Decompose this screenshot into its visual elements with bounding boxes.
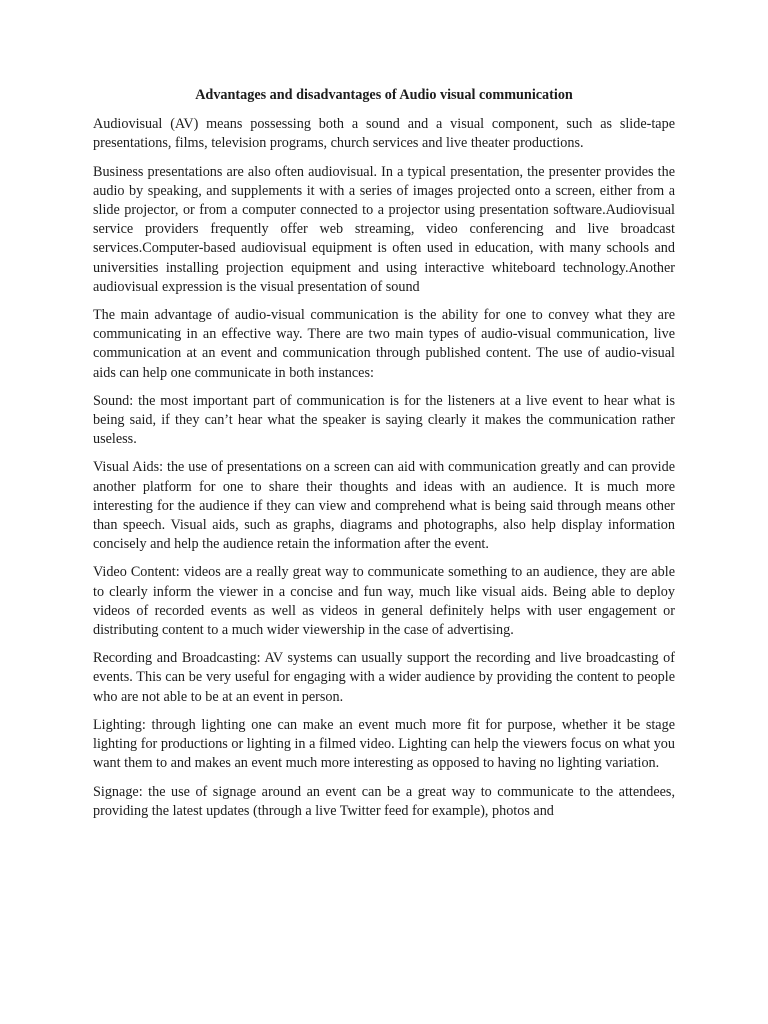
paragraph-audiovisual-definition: Audiovisual (AV) means possessing both a sound and a visual component, such as slide-tape presentations, films, television programs, church services and live theater productions. [93,116,675,152]
paragraph-sound: Sound: the most important part of communication is for the listeners at a live event to hear what is being said, if they can’t hear what the speaker is saying clearly it makes the communication rather useless. [93,392,675,448]
paragraph-visual-aids: Visual Aids: the use of presentations on a screen can aid with communication greatly and can provide another platform for one to share their thoughts and ideas with an audience. It is much more interesting for the audience if they can view and comprehend what is being said through means other than speech. Visual aids, such as graphs, diagrams and photographs, also help display information concisely and help the audience retain the information after the event. [93,459,675,553]
paragraph-recording-broadcasting: Recording and Broadcasting: AV systems can usually support the recording and live broadcasting of events. This can be very useful for engaging with a wider audience by providing the content to people who are not able to be at an event in person. [93,650,675,705]
paragraph-main-advantage: The main advantage of audio-visual communication is the ability for one to convey what they are communicating in an effective way. There are two main types of audio-visual communication, live communication at an event and communication through published content. The use of audio-visual aids can help one communicate in both instances: [93,307,675,381]
document-title: Advantages and disadvantages of Audio visual communication [195,87,573,103]
paragraph-signage: Signage: the use of signage around an event can be a great way to communicate to the attendees, providing the latest updates (through a live Twitter feed for example), photos and [93,783,675,819]
paragraph-video-content: Video Content: videos are a really great way to communicate something to an audience, they are able to clearly inform the viewer in a concise and fun way, much like visual aids. Being able to deploy videos of recorded events as well as videos in general definitely helps with user engagement or distributing content to a much wider viewership in the case of advertising. [93,564,675,639]
document-body [93,86,675,830]
paragraph-business-presentations: Business presentations are also often audiovisual. In a typical presentation, the presenter provides the audio by speaking, and supplements it with a series of images projected onto a screen, either from a slide projector, or from a computer connected to a projector using presentation software.Audiovisual service providers frequently offer web streaming, video conferencing and live broadcast services.Computer-based audiovisual equipment is often used in education, with many schools and universities installing projection equipment and using interactive whiteboard technology.Another audiovisual expression is the visual presentation of sound [93,163,675,295]
paragraph-lighting: Lighting: through lighting one can make an event much more fit for purpose, whether it be stage lighting for productions or lighting in a filmed video. Lighting can help the viewers focus on what you want them to and makes an event much more interesting as opposed to having no lighting variation. [93,716,675,772]
